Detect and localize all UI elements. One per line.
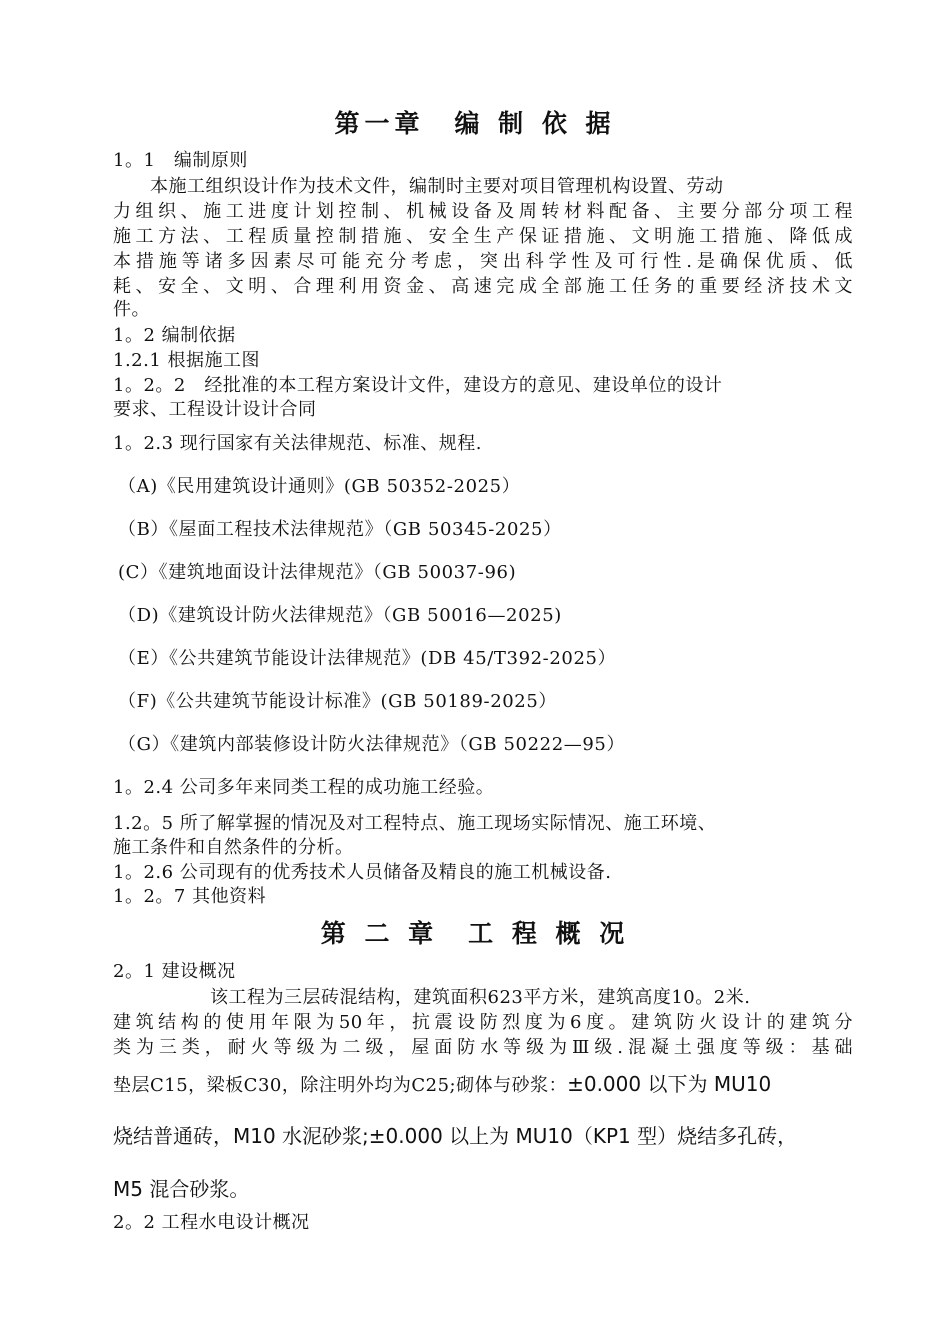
paragraph-line: 烧结普通砖，M10 水泥砂浆;±0.000 以上为 MU10（KP1 型）烧结多孔砖，	[113, 1124, 798, 1148]
paragraph-line: 建筑结构的使用年限为50年，抗震设防烈度为6度。建筑防火设计的建筑分	[113, 1012, 853, 1033]
reference-item: (C）《建筑地面设计法律规范》（GB 50037-96)	[118, 562, 517, 583]
reference-item: （D)《建筑设计防火法律规范》（GB 50016—2025)	[118, 605, 562, 626]
section-1-2-heading: 1。2 编制依据	[113, 325, 236, 346]
item-1-2-4: 1。2.4 公司多年来同类工程的成功施工经验。	[113, 777, 495, 798]
reference-item: （G）《建筑内部装修设计防火法律规范》（GB 50222—95）	[118, 734, 626, 755]
paragraph-line: 件。	[113, 299, 150, 320]
reference-item: （B）《屋面工程技术法律规范》（GB 50345-2025）	[118, 519, 562, 540]
item-1-2-2: 1。2。2 经批准的本工程方案设计文件，建设方的意见、建设单位的设计	[113, 375, 723, 396]
item-1-2-7: 1。2。7 其他资料	[113, 886, 267, 907]
reference-item: （A)《民用建筑设计通则》(GB 50352-2025）	[118, 476, 521, 497]
paragraph-line: 本措施等诸多因素尽可能充分考虑，突出科学性及可行性.是确保优质、低	[113, 251, 853, 272]
paragraph-line: 力组织、施工进度计划控制、机械设备及周转材料配备、主要分部分项工程	[113, 201, 853, 222]
reference-item: （E）《公共建筑节能设计法律规范》(DB 45/T392-2025）	[118, 648, 617, 669]
reference-item: （F)《公共建筑节能设计标准》(GB 50189-2025）	[118, 691, 558, 712]
item-1-2-1: 1.2.1 根据施工图	[113, 350, 261, 371]
paragraph-line: 类为三类，耐火等级为二级，屋面防水等级为Ⅲ级.混凝土强度等级：基础	[113, 1037, 853, 1058]
paragraph-line: 该工程为三层砖混结构，建筑面积623平方米，建筑高度10。2米.	[210, 987, 751, 1008]
section-1-1-heading: 1。1 编制原则	[113, 150, 248, 171]
paragraph-line	[113, 1071, 771, 1097]
item-1-2-2-cont: 要求、工程设计设计合同	[113, 399, 317, 420]
item-1-2-6: 1。2.6 公司现有的优秀技术人员储备及精良的施工机械设备.	[113, 862, 612, 883]
section-2-2-heading: 2。2 工程水电设计概况	[113, 1212, 310, 1233]
item-1-2-5-cont: 施工条件和自然条件的分析。	[113, 837, 354, 858]
paragraph-line: 施工方法、工程质量控制措施、安全生产保证措施、文明施工措施、降低成	[113, 226, 853, 247]
chapter-1-title: 第一章 编 制 依 据	[334, 109, 616, 138]
mixed-text-serif: 垫层C15，梁板C30，除注明外均为C25;砌体与砂浆：	[113, 1075, 568, 1096]
chapter-2-title: 第 二 章 工 程 概 况	[320, 919, 630, 948]
section-2-1-heading: 2。1 建设概况	[113, 961, 236, 982]
item-1-2-5: 1.2。5 所了解掌握的情况及对工程特点、施工现场实际情况、施工环境、	[113, 813, 717, 834]
paragraph-line: 耗、安全、文明、合理利用资金、高速完成全部施工任务的重要经济技术文	[113, 276, 853, 297]
paragraph-line: M5 混合砂浆。	[113, 1177, 250, 1201]
paragraph-line: 本施工组织设计作为技术文件，编制时主要对项目管理机构设置、劳动	[150, 176, 724, 197]
item-1-2-3: 1。2.3 现行国家有关法律规范、标准、规程.	[113, 433, 483, 454]
mixed-text-sans: ±0.000 以下为 MU10	[567, 1072, 772, 1096]
